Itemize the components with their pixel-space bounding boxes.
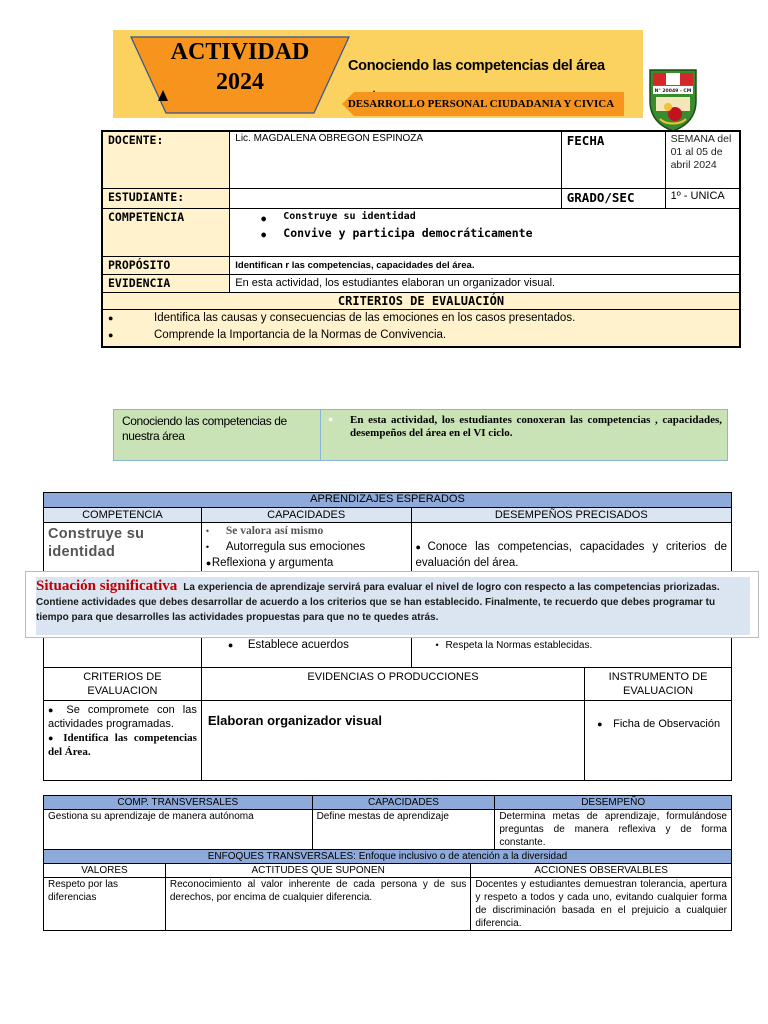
docente-label: DOCENTE: [102,131,230,188]
desempeno-item: • Respeta la Normas establecidas. [435,640,593,651]
fecha-value: SEMANA del 01 al 05 de abril 2024 [665,131,740,188]
capacidad-transversal-value: Define mestas de aprendizaje [312,810,495,850]
accion-value: Docentes y estudiantes demuestran tolerancia, apertura y respeto a todos y cada uno, evitando cualquier forma de discriminación basada en el prejuicio a cualquier diferencia. [471,878,732,931]
intro-text: En esta actividad, los estudiantes conoxeran las competencias , capacidades, desempeños del área en el VI ciclo. [350,414,722,439]
col-header-desempeno: DESEMPEÑO [495,796,732,810]
criterio-item: ● Identifica las competencias del Área. [48,732,197,758]
comp-transversal-value: Gestiona su aprendizaje de manera autónoma [44,810,313,850]
competencia-item: ● Construye su identidad [235,210,734,224]
competencia-item: ● Convive y participa democráticamente [235,224,734,242]
intro-box [113,409,728,461]
col-header-evidencias: EVIDENCIAS O PRODUCCIONES [201,668,584,701]
transversal-table [43,795,732,931]
activity-title: ACTIVIDAD [170,39,310,65]
bullet-icon: ● [108,329,114,340]
capacidad-item: ●Reflexiona y argumenta [205,557,334,569]
situacion-title: Situación significativa [36,578,178,594]
situacion-significativa-box [25,571,759,638]
competencia-name: Construye su identidad [44,523,202,668]
activity-info-table [101,130,741,348]
bullet-icon: ● [597,719,603,729]
activity-subject: Conociendo las competencias del área [348,58,605,74]
activity-year: 2024 [216,69,264,95]
bullet-icon: ● [108,312,114,323]
area-name: DESARROLLO PERSONAL CIUDADANIA Y CIVICA [347,98,615,110]
valor-value: Respeto por las diferencias [44,878,166,931]
proposito-value: Identifican r las competencias, capacidades del área. [230,256,740,274]
triangle-marker-icon [158,90,168,101]
col-header-criterios: CRITERIOS DE EVALUACION [44,668,202,701]
col-header-actitudes: ACTITUDES QUE SUPONEN [165,864,470,878]
col-header-valores: VALORES [44,864,166,878]
situacion-content [36,579,750,625]
aprendizajes-title: APRENDIZAJES ESPERADOS [44,493,732,508]
criterios-evaluacion-list [44,701,202,781]
capacidad-item: • Autorregula sus emociones [205,541,366,553]
fecha-label: FECHA [561,131,665,188]
enfoques-label: ENFOQUES TRANSVERSALES: [207,851,356,862]
svg-text:N° 20049 - CM: N° 20049 - CM [654,89,692,94]
evidencia-label: EVIDENCIA [102,274,230,292]
enfoques-value: Enfoque inclusivo o de atención a la diversidad [358,851,568,862]
col-header-comp-transversales: COMP. TRANSVERSALES [44,796,313,810]
criterio-item: ● Comprende la Importancia de la Normas de Convivencia. [108,327,734,344]
instrumento-evaluacion: ● Ficha de Observación [585,701,732,781]
criterio-item: ● Identifica las causas y consecuencias de las emociones en los casos presentados. [108,310,734,327]
col-header-competencia: COMPETENCIA [44,508,202,523]
estudiante-value [230,188,561,208]
criterios-heading: CRITERIOS DE EVALUACIÓN [102,292,740,309]
proposito-label: PROPÓSITO [102,256,230,274]
estudiante-label: ESTUDIANTE: [102,188,230,208]
situacion-text: La experiencia de aprendizaje servirá para evaluar el nivel de logro con respecto a las competencias priorizadas. Contiene actividades que debes desarrollar de acuerdo a los criterios que se han establecido. Finalmente, te recuerdo que debes programar tu tiempo para que desarrolles las actividades propuestas para que no te quedes atrás. [36,582,720,623]
criterio-item: ● Se compromete con las actividades programadas. [48,704,197,730]
desempeno-transversal-value: Determina metas de aprendizaje, formulándose preguntas de manera reflexiva y de forma constante. [495,810,732,850]
docente-value: Lic. MAGDALENA OBREGON ESPINOZA [230,131,561,188]
school-logo [644,67,702,133]
competencia-list [235,210,734,242]
intro-title: Conociendo las competencias de nuestra área [122,414,287,443]
grado-value: 1º - UNICA [665,188,740,208]
col-header-acciones: ACCIONES OBSERVALBLES [471,864,732,878]
intro-divider [320,410,321,460]
col-header-capacidades: CAPACIDADES [201,508,411,523]
col-header-desempenos: DESEMPEÑOS PRECISADOS [411,508,731,523]
evidencia-value: En esta actividad, los estudiantes elaboran un organizador visual. [230,274,740,292]
desempeno-item: ● Conoce las competencias, capacidades y criterios de evaluación del área. [415,541,727,569]
bullet-icon: ● [328,414,334,424]
evidencia-produccion: Elaboran organizador visual [201,701,584,781]
enfoques-row [44,850,732,864]
grado-label: GRADO/SEC [561,188,665,208]
capacidad-item: • Se valora así mismo [205,525,324,537]
capacidad-item: ● Establece acuerdos [227,639,349,651]
col-header-capacidades-trans: CAPACIDADES [312,796,495,810]
col-header-instrumento: INSTRUMENTO DE EVALUACION [585,668,732,701]
competencia-list-cell [230,208,740,256]
actitud-value: Reconocimiento al valor inherente de cada persona y de sus derechos, por encima de cualquier diferencia. [165,878,470,931]
competencia-label: COMPETENCIA [102,208,230,256]
criterios-list [102,309,740,347]
